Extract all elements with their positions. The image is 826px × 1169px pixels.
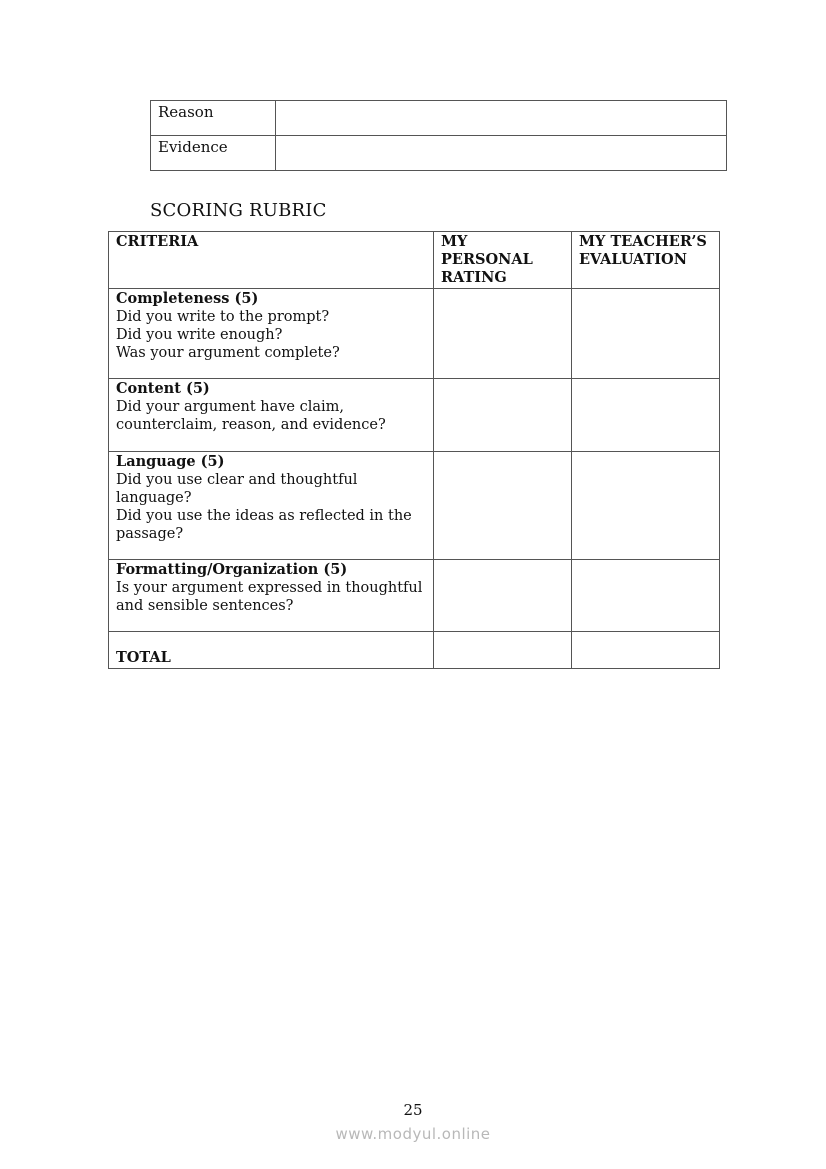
- scoring-rubric-table: [108, 231, 720, 669]
- teacher-evaluation-cell: [572, 289, 720, 379]
- table-row: [109, 289, 720, 379]
- criterion-title: Language (5): [116, 453, 225, 470]
- personal-rating-cell: [434, 379, 572, 452]
- total-row: [109, 632, 720, 669]
- rubric-title: SCORING RUBRIC: [150, 200, 327, 221]
- teacher-evaluation-cell: [572, 560, 720, 632]
- personal-rating-cell: [434, 560, 572, 632]
- personal-rating-cell: [434, 289, 572, 379]
- watermark: www.modyul.online: [335, 1125, 491, 1143]
- total-teacher-evaluation-cell: [572, 632, 720, 669]
- table-row: [109, 379, 720, 452]
- reason-label: Reason: [151, 101, 276, 136]
- evidence-label: Evidence: [151, 136, 276, 171]
- criteria-header: CRITERIA: [109, 232, 434, 289]
- page-number: 25: [403, 1101, 423, 1119]
- criterion-question: Did your argument have claim, counterclaim, reason, and evidence?: [116, 399, 386, 433]
- criterion-question: Did you write to the prompt?: [116, 309, 330, 325]
- evidence-answer-cell: [276, 136, 727, 171]
- reason-answer-cell: [276, 101, 727, 136]
- criterion-question: Did you use clear and thoughtful language?: [116, 472, 358, 506]
- teacher-evaluation-cell: [572, 452, 720, 560]
- personal-rating-header: MY PERSONAL RATING: [434, 232, 572, 289]
- rubric-header-row: [109, 232, 720, 289]
- criterion-question: Is your argument expressed in thoughtful and sensible sentences?: [116, 580, 423, 614]
- teacher-evaluation-header: MY TEACHER’S EVALUATION: [572, 232, 720, 289]
- criterion-question: Did you use the ideas as reflected in the passage?: [116, 508, 412, 542]
- criterion-question: Was your argument complete?: [116, 345, 340, 361]
- criterion-title: Formatting/Organization (5): [116, 561, 348, 578]
- total-label: TOTAL: [109, 632, 434, 669]
- criterion-formatting: [109, 560, 434, 632]
- criterion-question: Did you write enough?: [116, 327, 283, 343]
- criterion-content: [109, 379, 434, 452]
- reason-evidence-table: [150, 100, 727, 171]
- criterion-title: Content (5): [116, 380, 210, 397]
- table-row: [109, 452, 720, 560]
- criterion-completeness: [109, 289, 434, 379]
- criterion-title: Completeness (5): [116, 290, 259, 307]
- total-personal-rating-cell: [434, 632, 572, 669]
- table-row: [151, 101, 727, 136]
- table-row: [109, 560, 720, 632]
- personal-rating-cell: [434, 452, 572, 560]
- criterion-language: [109, 452, 434, 560]
- table-row: [151, 136, 727, 171]
- teacher-evaluation-cell: [572, 379, 720, 452]
